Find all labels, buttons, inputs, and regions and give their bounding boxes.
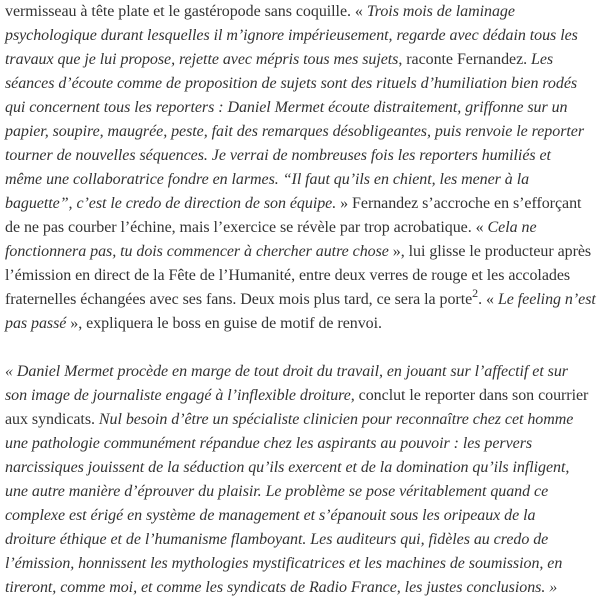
text-line: [5, 528, 601, 552]
text: », expliquera le boss en guise de motif de renvoi.: [66, 315, 382, 332]
text-line: [5, 192, 601, 216]
italic-text: son image de journaliste engagé à l’inflexible droiture,: [5, 387, 355, 404]
text-line: [5, 216, 601, 240]
italic-text: pas passé: [5, 315, 67, 332]
italic-text: l’émission, honnissent les mythologies mystificatrices et les machines de soumission, en: [5, 555, 563, 572]
italic-text: Nul besoin d’être un spécialiste clinicien pour reconnaître chez cet homme: [98, 411, 574, 428]
italic-text: même une collaboratrice fondre en larmes. “Il faut qu’ils en chient, les mener à la: [5, 171, 530, 188]
text-line: [5, 384, 601, 408]
text-line: [5, 144, 601, 168]
text-line: [5, 312, 601, 336]
text-line: [5, 72, 601, 96]
text-line: [5, 168, 601, 192]
text: aux syndicats.: [5, 411, 99, 428]
italic-text: Trois mois de laminage: [366, 3, 515, 20]
text-line: [5, 576, 601, 600]
text-line: [5, 552, 601, 576]
italic-text: Le feeling n’est: [497, 291, 596, 308]
text-line: [5, 456, 601, 480]
text-line: [5, 288, 601, 312]
italic-text: une pathologie communément répandue chez les aspirants au pouvoir : les pervers: [5, 435, 533, 452]
article-paragraph: [5, 360, 601, 600]
text-line: [5, 480, 601, 504]
italic-text: une autre manière d’éprouver du plaisir. Le problème se pose véritablement quand ce: [5, 483, 549, 500]
text-line: [5, 24, 601, 48]
italic-text: « Daniel Mermet procède en marge de tout droit du travail, en jouant sur l’affectif et sur: [5, 363, 568, 380]
italic-text: narcissiques jouissent de la séduction qu’ils exercent et de la domination qu’ils infligent,: [5, 459, 570, 476]
article-paragraph: [5, 0, 601, 336]
text: , raconte Fernandez.: [398, 51, 532, 68]
text-line: [5, 408, 601, 432]
text: conclut le reporter dans son courrier: [354, 387, 589, 404]
text-line: [5, 48, 601, 72]
text: », lui glisse le producteur après: [388, 243, 592, 260]
text-line: [5, 240, 601, 264]
italic-text: Cela ne: [487, 219, 537, 236]
text: . «: [478, 291, 498, 308]
italic-text: fonctionnera pas, tu dois commencer à chercher autre chose: [5, 243, 389, 260]
text-line: [5, 360, 601, 384]
italic-text: Les: [531, 51, 554, 68]
footnote-reference[interactable]: 2: [472, 286, 479, 300]
text: l’émission en direct de la Fête de l’Humanité, entre deux verres de rouge et les accolades: [5, 267, 571, 284]
text: fraternelles échangées avec ses fans. Deux mois plus tard, ce sera la porte: [5, 291, 473, 308]
text: de ne pas courber l’échine, mais l’exercice se révèle par trop acrobatique. «: [5, 219, 488, 236]
italic-text: séances d’écoute comme de proposition de sujets sont des rituels d’humiliation bien rodés: [5, 75, 578, 92]
text-line: [5, 0, 601, 24]
text-line: [5, 96, 601, 120]
italic-text: droiture éthique et de l’humanisme flamboyant. Les auditeurs qui, fidèles au credo de: [5, 531, 549, 548]
italic-text: complexe est érigé en système de management et s’épanouit sous les oripeaux de la: [5, 507, 536, 524]
italic-text: tireront, comme moi, et comme les syndicats de Radio France, les justes conclusions. »: [5, 579, 558, 596]
text: » Fernandez s’accroche en s’efforçant: [336, 195, 582, 212]
italic-text: baguette”, c’est le credo de direction de son équipe.: [5, 195, 337, 212]
italic-text: papier, soupire, maugrée, peste, fait des remarques désobligeantes, puis renvoie le reporter: [5, 123, 585, 140]
text-line: [5, 264, 601, 288]
italic-text: psychologique durant lesquelles il m’ignore impérieusement, regarde avec dédain tous les: [5, 27, 578, 44]
text-line: [5, 120, 601, 144]
italic-text: qui concernent tous les reporters : Daniel Mermet écoute distraitement, griffonne sur un: [5, 99, 568, 116]
italic-text: tourner de nouvelles séquences. Je verrai de nombreuses fois les reporters humiliés et: [5, 147, 551, 164]
article-body: [5, 0, 601, 600]
italic-text: travaux que je lui propose, rejette avec mépris tous mes sujets: [5, 51, 399, 68]
text: vermisseau à tête plate et le gastéropode sans coquille. «: [5, 3, 367, 20]
text-line: [5, 504, 601, 528]
text-line: [5, 432, 601, 456]
